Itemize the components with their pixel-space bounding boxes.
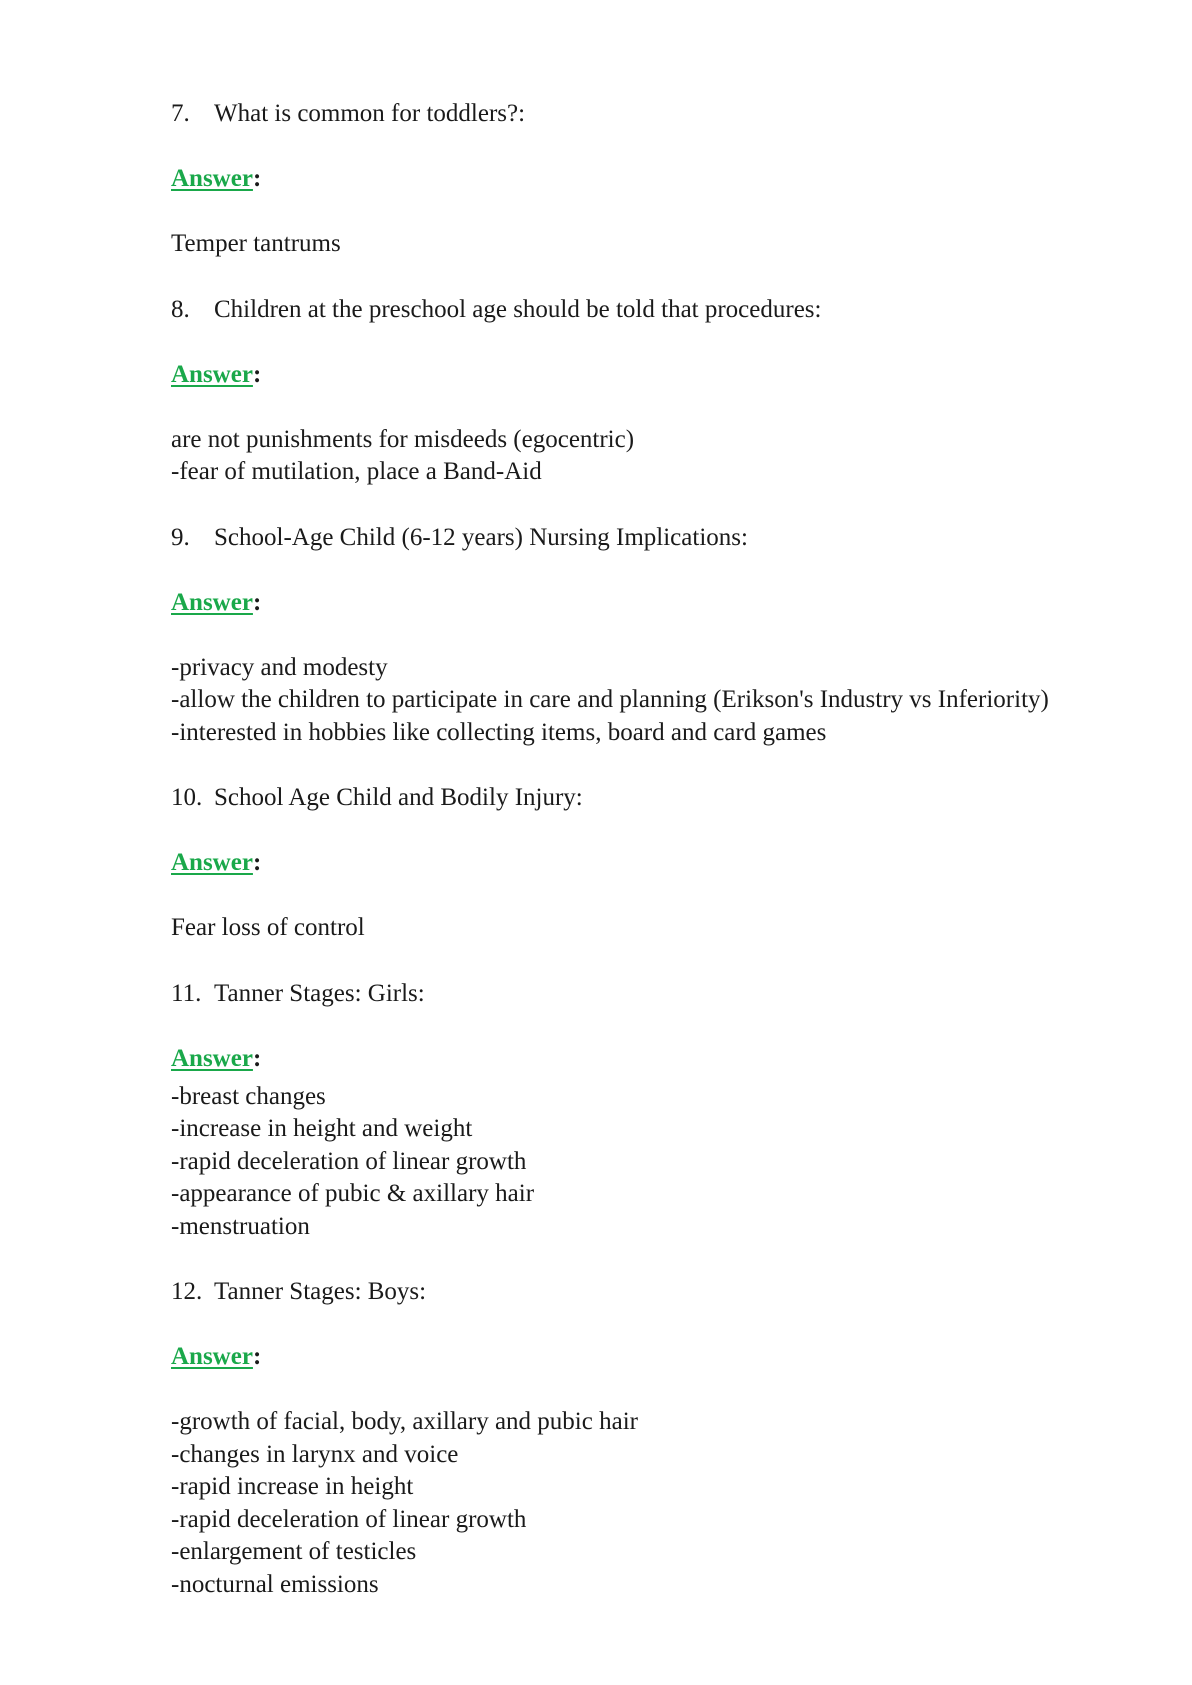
qa-list: [171, 98, 1051, 1634]
qa-item: [171, 98, 1051, 261]
qa-item: [171, 978, 1051, 1244]
question-number: 7.: [171, 100, 190, 127]
answer-line: -privacy and modesty: [171, 653, 388, 681]
answer-colon: :: [252, 165, 262, 192]
answer-text: [171, 1406, 1051, 1601]
answer-line: -increase in height and weight: [171, 1115, 473, 1142]
answer-label: [171, 359, 1051, 391]
question-text: School Age Child and Bodily Injury:: [214, 784, 583, 811]
question: [171, 98, 1051, 130]
answer-line: -menstruation: [171, 1212, 310, 1240]
question: [171, 522, 1051, 554]
question: [171, 782, 1051, 814]
answer-colon: :: [252, 360, 262, 388]
answer-line: Temper tantrums: [171, 230, 341, 257]
answer-label: [171, 587, 1051, 619]
qa-item: [171, 522, 1051, 750]
question-number: 11.: [171, 979, 202, 1007]
answer-text: [171, 424, 1051, 489]
qa-item: [171, 1276, 1051, 1601]
question-text: Tanner Stages: Boys:: [214, 1278, 427, 1305]
answer-label: [171, 1043, 1051, 1075]
answer-label: [171, 163, 1051, 195]
answer-line: -enlargement of testicles: [171, 1538, 417, 1565]
answer-line: -changes in larynx and voice: [171, 1440, 459, 1468]
answer-line: -growth of facial, body, axillary and pubic hair: [171, 1408, 638, 1435]
answer-line: Fear loss of control: [171, 914, 365, 941]
answer-line: -rapid deceleration of linear growth: [171, 1505, 527, 1533]
qa-item: [171, 782, 1051, 945]
answer-line: -breast changes: [171, 1082, 326, 1110]
question: [171, 1276, 1051, 1308]
answer-word: Answer: [171, 849, 253, 876]
answer-line: -nocturnal emissions: [171, 1570, 379, 1598]
answer-text: [171, 1081, 1051, 1244]
answer-line: -interested in hobbies like collecting items, board and card games: [171, 718, 827, 746]
answer-text: [171, 228, 1051, 261]
question-number: 9.: [171, 523, 190, 551]
answer-text: [171, 912, 1051, 945]
answer-word: Answer: [171, 360, 253, 388]
question-text: What is common for toddlers?:: [214, 100, 526, 127]
answer-line: are not punishments for misdeeds (egocentric): [171, 425, 635, 453]
answer-colon: :: [252, 1044, 262, 1072]
answer-line: -rapid deceleration of linear growth: [171, 1147, 527, 1175]
answer-word: Answer: [171, 1044, 253, 1072]
question-number: 10.: [171, 784, 203, 811]
qa-item: [171, 294, 1051, 489]
answer-colon: :: [252, 1343, 262, 1370]
answer-word: Answer: [171, 1343, 253, 1370]
question-text: School-Age Child (6-12 years) Nursing Implications:: [214, 523, 748, 551]
answer-line: -appearance of pubic & axillary hair: [171, 1180, 535, 1207]
question-number: 12.: [171, 1278, 203, 1305]
answer-label: [171, 847, 1051, 879]
answer-colon: :: [252, 588, 262, 616]
question-text: Children at the preschool age should be told that procedures:: [214, 295, 822, 323]
answer-line: -fear of mutilation, place a Band-Aid: [171, 458, 542, 485]
answer-colon: :: [252, 849, 262, 876]
answer-text: [171, 652, 1051, 750]
answer-word: Answer: [171, 165, 253, 192]
question: [171, 978, 1051, 1010]
answer-word: Answer: [171, 588, 253, 616]
answer-line: -allow the children to participate in care and planning (Erikson's Industry vs Inferiority): [171, 686, 1049, 713]
question-number: 8.: [171, 295, 190, 323]
answer-label: [171, 1341, 1051, 1373]
question: [171, 294, 1051, 326]
answer-line: -rapid increase in height: [171, 1473, 414, 1500]
question-text: Tanner Stages: Girls:: [214, 979, 425, 1007]
